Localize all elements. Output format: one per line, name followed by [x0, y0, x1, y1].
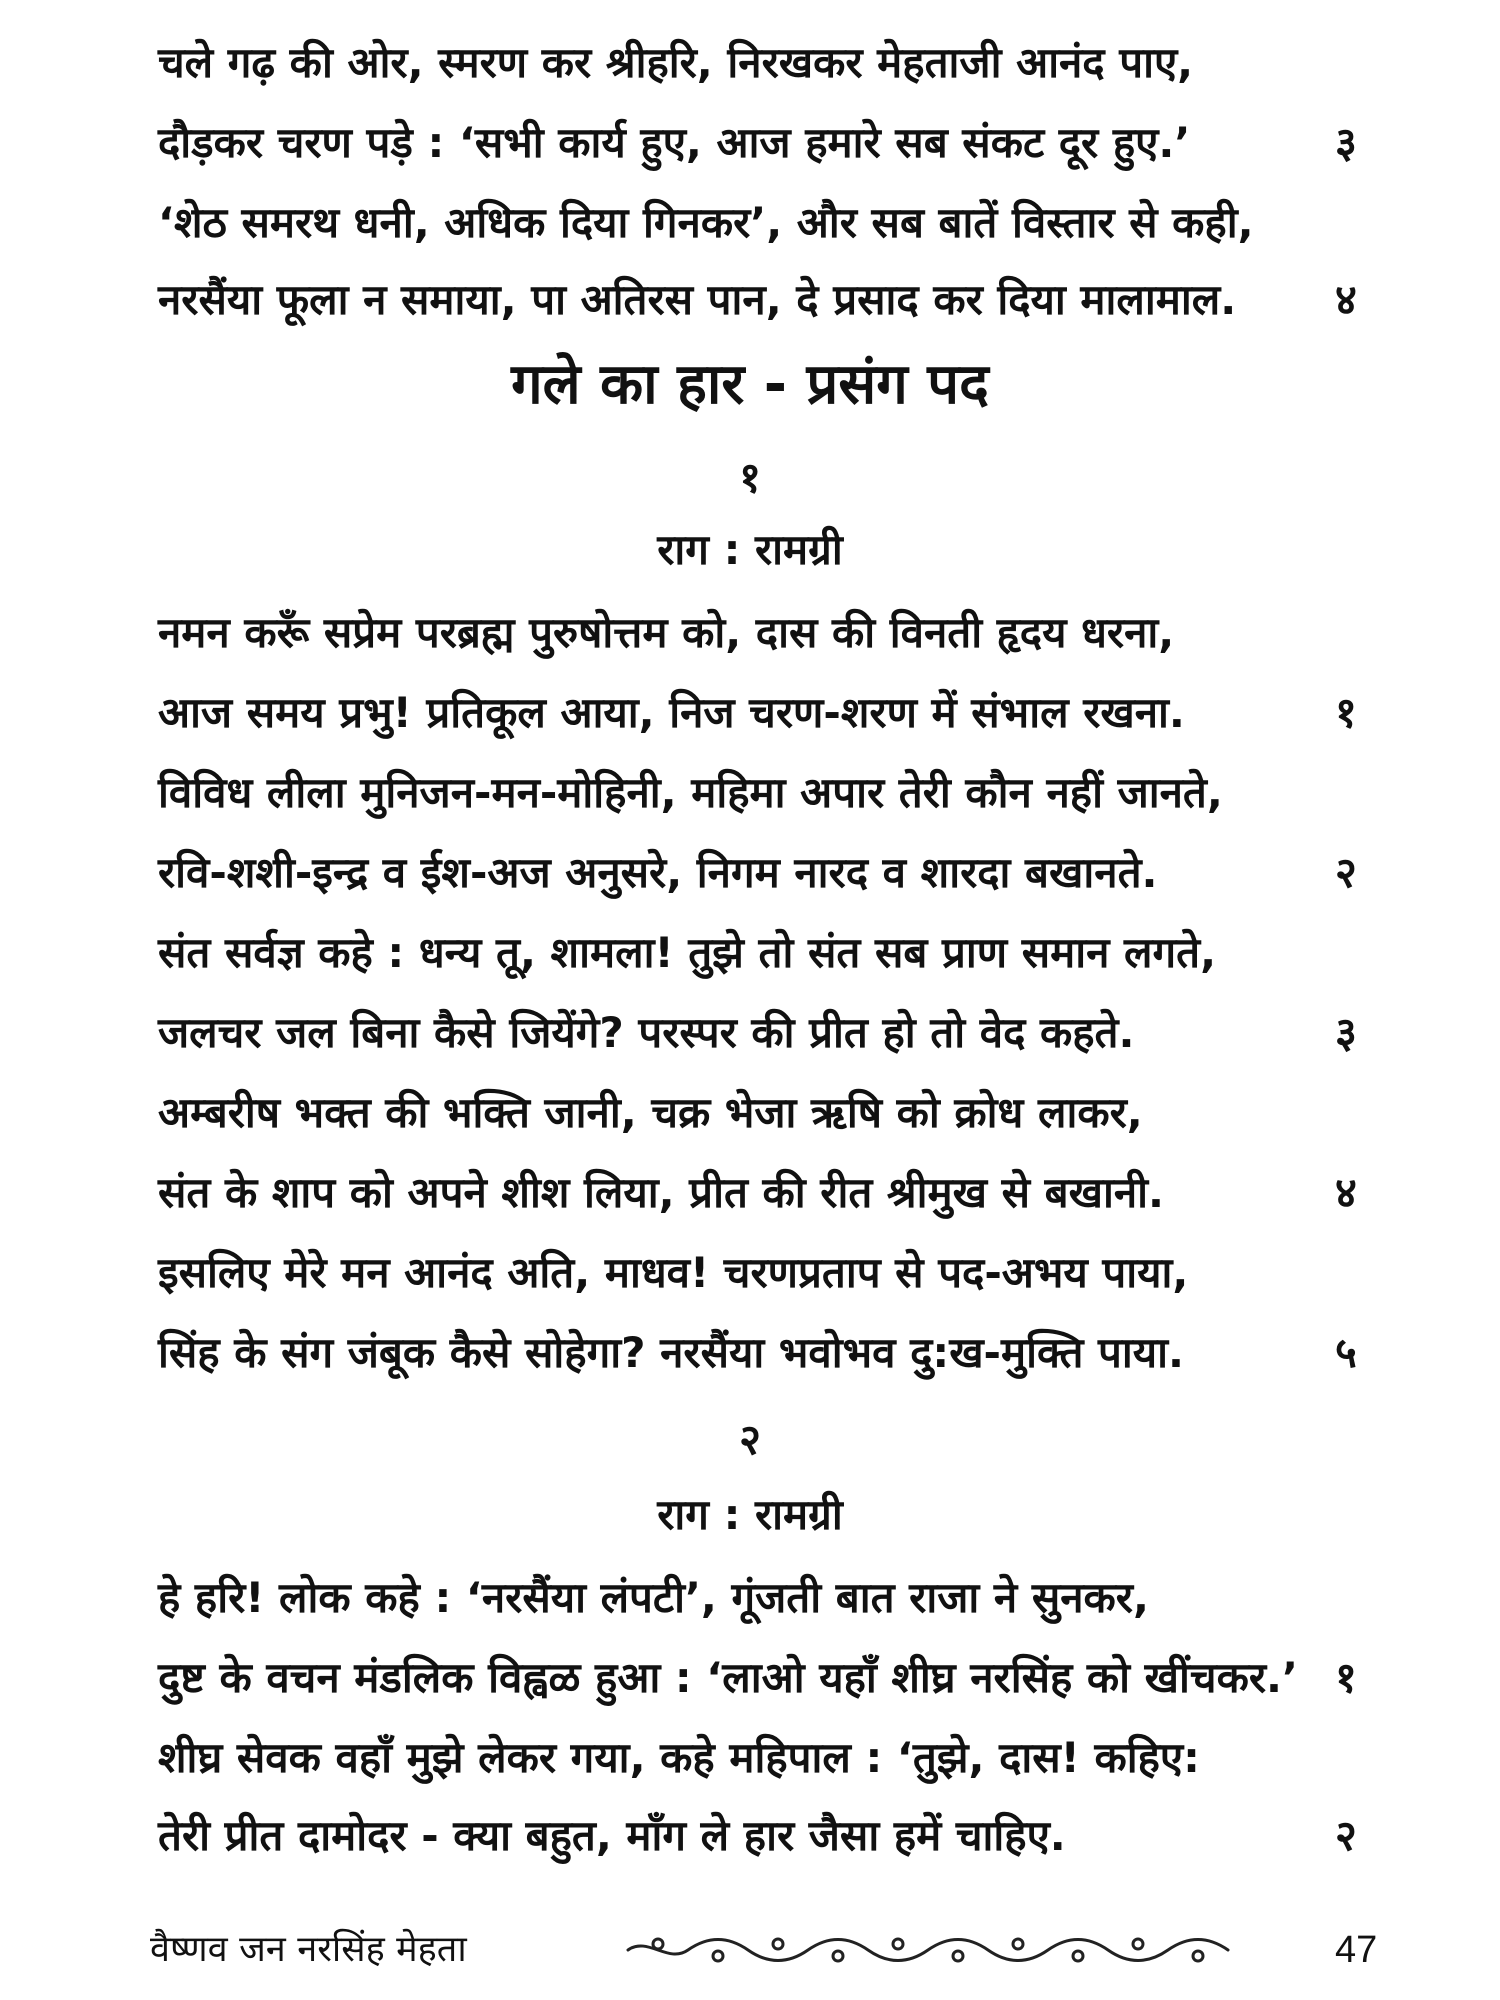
verse-number: ३: [1335, 1008, 1357, 1057]
verse-line: ‘शेठ समरथ धनी, अधिक दिया गिनकर’, और सब बातें विस्तार से कही,: [158, 198, 1254, 247]
verse-number: ४: [1335, 1168, 1357, 1217]
verse-line: अम्बरीष भक्त की भक्ति जानी, चक्र भेजा ऋषि को क्रोध लाकर,: [158, 1088, 1143, 1137]
verse-line: तेरी प्रीत दामोदर - क्या बहुत, माँग ले हार जैसा हमें चाहिए.: [158, 1811, 1066, 1860]
verse-line: विविध लीला मुनिजन-मन-मोहिनी, महिमा अपार तेरी कौन नहीं जानते,: [158, 768, 1223, 817]
verse-line: संत सर्वज्ञ कहे : धन्य तू, शामला! तुझे तो संत सब प्राण समान लगते,: [158, 928, 1217, 977]
verse-line: इसलिए मेरे मन आनंद अति, माधव! चरणप्रताप से पद-अभय पाया,: [158, 1248, 1189, 1297]
decorative-scroll-icon: [618, 1928, 1238, 1972]
verse-line: दौड़कर चरण पड़े : ‘सभी कार्य हुए, आज हमारे सब संकट दूर हुए.’: [158, 118, 1191, 167]
section-title: गले का हार - प्रसंग पद: [511, 352, 989, 417]
verse-line: आज समय प्रभु! प्रतिकूल आया, निज चरण-शरण में संभाल रखना.: [158, 688, 1185, 737]
verse-number: १: [1335, 1653, 1357, 1702]
footer-book-title: वैष्णव जन नरसिंह मेहता: [150, 1929, 467, 1970]
verse-number: ४: [1335, 275, 1357, 324]
verse-line: जलचर जल बिना कैसे जियेंगे? परस्पर की प्रीत हो तो वेद कहते.: [158, 1008, 1135, 1057]
verse-line: शीघ्र सेवक वहाँ मुझे लेकर गया, कहे महिपाल : ‘तुझे, दास! कहिए:: [158, 1733, 1200, 1782]
verse-number: २: [1335, 1811, 1357, 1860]
verse-line: नरसैंया फूला न समाया, पा अतिरस पान, दे प्रसाद कर दिया मालामाल.: [158, 275, 1237, 324]
pad-number: २: [739, 1415, 761, 1464]
pad-number: १: [739, 453, 761, 502]
raag-label: राग : रामग्री: [657, 525, 843, 574]
verse-number: २: [1335, 848, 1357, 897]
verse-line: रवि-शशी-इन्द्र व ईश-अज अनुसरे, निगम नारद व शारदा बखानते.: [158, 848, 1158, 897]
verse-number: १: [1335, 688, 1357, 737]
verse-line: नमन करूँ सप्रेम परब्रह्म पुरुषोत्तम को, दास की विनती हृदय धरना,: [158, 608, 1175, 657]
verse-number: ३: [1335, 118, 1357, 167]
verse-line: चले गढ़ की ओर, स्मरण कर श्रीहरि, निरखकर मेहताजी आनंद पाए,: [158, 38, 1194, 87]
verse-line: सिंह के संग जंबूक कैसे सोहेगा? नरसैंया भवोभव दु:ख-मुक्ति पाया.: [158, 1328, 1184, 1377]
verse-number: ५: [1335, 1328, 1357, 1377]
verse-line: हे हरि! लोक कहे : ‘नरसैंया लंपटी’, गूंजती बात राजा ने सुनकर,: [158, 1573, 1149, 1622]
verse-line: संत के शाप को अपने शीश लिया, प्रीत की रीत श्रीमुख से बखानी.: [158, 1168, 1164, 1217]
page-number: 47: [1335, 1929, 1378, 1971]
verse-line: दुष्ट के वचन मंडलिक विह्वळ हुआ : ‘लाओ यहाँ शीघ्र नरसिंह को खींचकर.’: [158, 1653, 1298, 1702]
raag-label: राग : रामग्री: [657, 1490, 843, 1539]
